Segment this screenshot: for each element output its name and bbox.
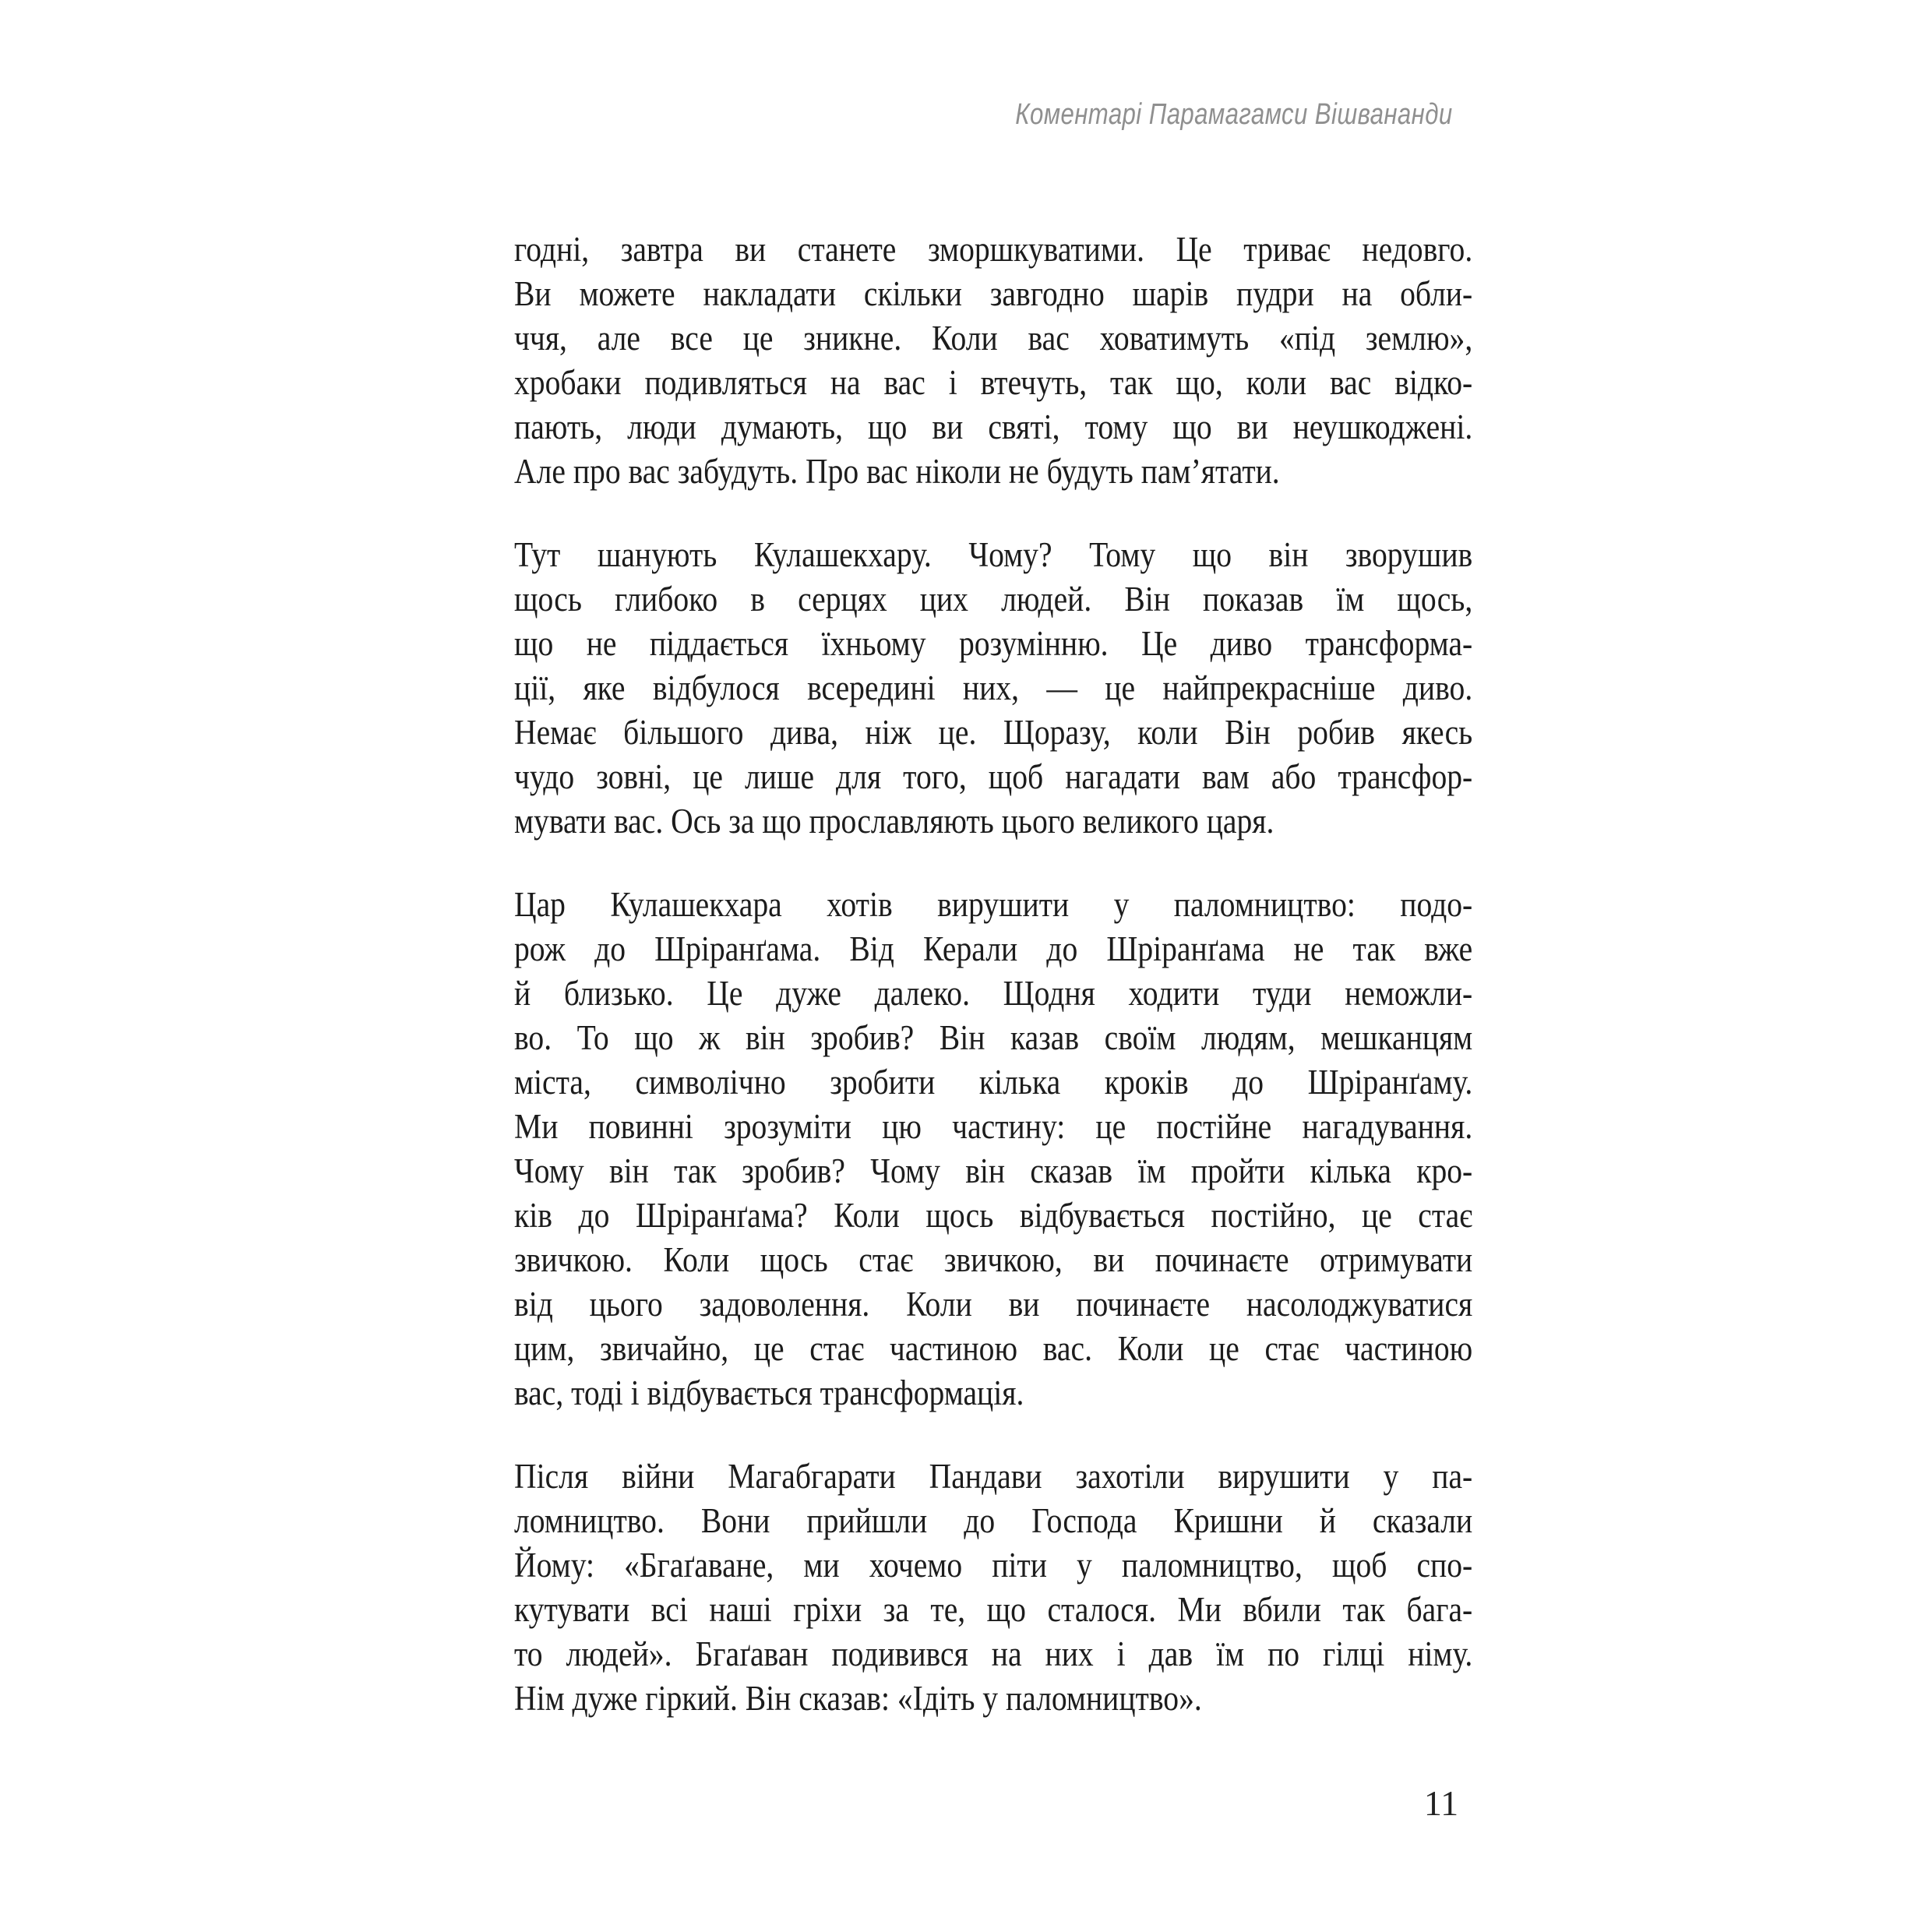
running-header bbox=[919, 98, 1453, 132]
paragraph bbox=[514, 883, 1472, 1416]
text-line: Але про вас забудуть. Про вас ніколи не будуть пам’ятати. bbox=[514, 452, 1280, 491]
text-line: Тут шанують Кулашекхару. Чому? Тому що він зворушив bbox=[514, 535, 1473, 574]
text-line: годні, завтра ви станете зморшкуватими. Це триває недовго. bbox=[514, 230, 1473, 269]
text-line: звичкою. Коли щось стає звичкою, ви починаєте отримувати bbox=[514, 1240, 1473, 1279]
text-line: Ви можете накладати скільки завгодно шарів пудри на обли- bbox=[514, 274, 1473, 313]
text-line: Нім дуже гіркий. Він сказав: «Ідіть у паломництво». bbox=[514, 1679, 1202, 1718]
text-line: Ми повинні зрозуміти цю частину: це постійне нагадування. bbox=[514, 1107, 1473, 1146]
text-line: що не піддається їхньому розумінню. Це диво трансформа- bbox=[514, 624, 1473, 663]
text-line: то людей». Бгаґаван подивився на них і дав їм по гілці німу. bbox=[514, 1634, 1473, 1673]
text-line: цим, звичайно, це стає частиною вас. Коли це стає частиною bbox=[514, 1329, 1473, 1368]
text-line: Чому він так зробив? Чому він сказав їм пройти кілька кро- bbox=[514, 1151, 1473, 1190]
text-line: ччя, але все це зникне. Коли вас ховатимуть «під землю», bbox=[514, 319, 1473, 358]
text-line: від цього задоволення. Коли ви починаєте насолоджуватися bbox=[514, 1285, 1473, 1324]
text-line: вас, тоді і відбувається трансформація. bbox=[514, 1373, 1024, 1412]
text-line: кутувати всі наші гріхи за те, що сталося. Ми вбили так бага- bbox=[514, 1590, 1473, 1629]
text-line: пають, люди думають, що ви святі, тому що ви неушкоджені. bbox=[514, 407, 1473, 446]
text-line: Немає більшого дива, ніж це. Щоразу, коли Він робив якесь bbox=[514, 713, 1473, 752]
paragraph bbox=[514, 533, 1472, 844]
text-line: міста, символічно зробити кілька кроків до Шріранґаму. bbox=[514, 1063, 1473, 1102]
text-line: хробаки подивляться на вас і втечуть, так що, коли вас відко- bbox=[514, 363, 1473, 402]
text-line: Цар Кулашекхара хотів вирушити у паломництво: подо- bbox=[514, 885, 1473, 924]
text-line: чудо зовні, це лише для того, щоб нагадати вам або трансфор- bbox=[514, 757, 1473, 796]
paragraph bbox=[514, 227, 1472, 494]
paragraph bbox=[514, 1454, 1472, 1721]
text-line: й близько. Це дуже далеко. Щодня ходити туди неможли- bbox=[514, 974, 1473, 1013]
body-text bbox=[514, 227, 1472, 1760]
text-line: мувати вас. Ось за що прославляють цього великого царя. bbox=[514, 802, 1274, 841]
text-line: Після війни Магабгарати Пандави захотіли вирушити у па- bbox=[514, 1457, 1473, 1496]
text-line: ків до Шріранґама? Коли щось відбувається постійно, це стає bbox=[514, 1196, 1473, 1235]
text-line: Йому: «Бгаґаване, ми хочемо піти у паломництво, щоб спо- bbox=[514, 1546, 1473, 1585]
running-header-text: Коментарі Парамагамси Вішвананди bbox=[1015, 98, 1453, 131]
text-line: щось глибоко в серцях цих людей. Він показав їм щось, bbox=[514, 580, 1473, 619]
text-line: ломництво. Вони прийшли до Господа Кришни й сказали bbox=[514, 1501, 1473, 1540]
text-line: во. То що ж він зробив? Він казав своїм людям, мешканцям bbox=[514, 1018, 1473, 1057]
text-line: рож до Шріранґама. Від Керали до Шріранґама не так вже bbox=[514, 929, 1473, 968]
page-number: 11 bbox=[1423, 1783, 1459, 1823]
text-line: ції, яке відбулося всередині них, — це найпрекрасніше диво. bbox=[514, 668, 1473, 707]
